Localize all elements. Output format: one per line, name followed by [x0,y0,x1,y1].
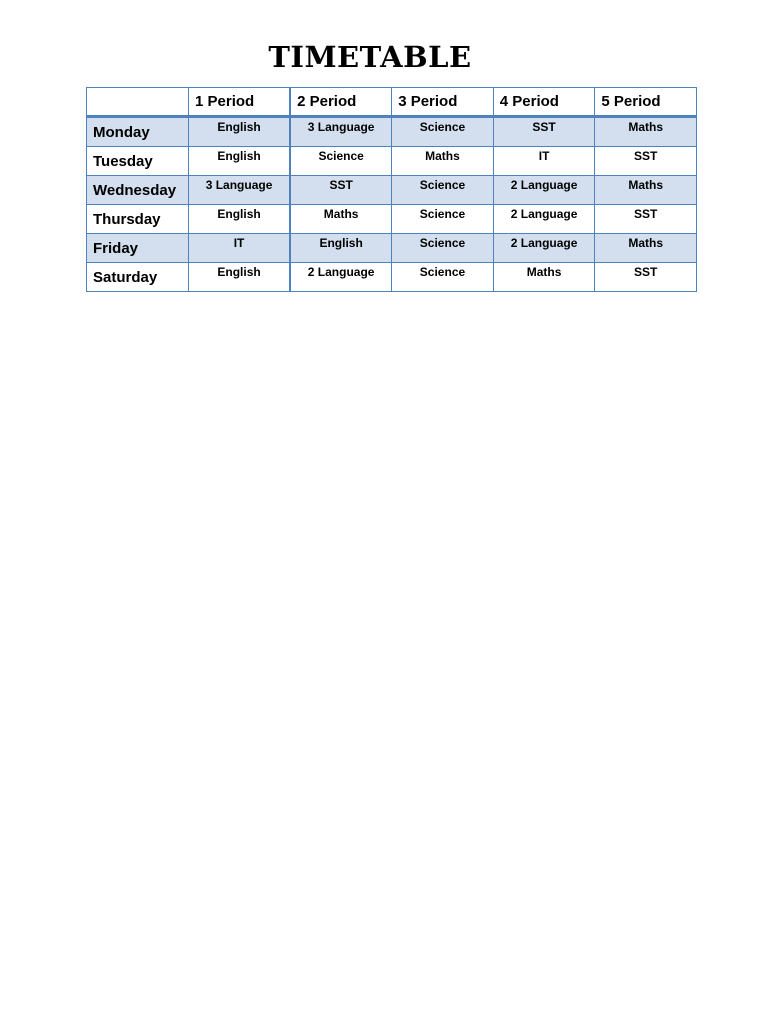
day-label: Tuesday [87,147,189,176]
subject-cell: Maths [595,176,697,205]
subject-cell: IT [189,234,291,263]
table-row [87,147,697,176]
subject-cell: English [189,147,291,176]
subject-cell: 3 Language [189,176,291,205]
subject-cell: SST [595,205,697,234]
header-row [87,88,697,117]
subject-cell: English [290,234,392,263]
period-header: 3 Period [392,88,494,117]
subject-cell: 3 Language [290,117,392,147]
subject-cell: Science [290,147,392,176]
period-header: 5 Period [595,88,697,117]
corner-cell [87,88,189,117]
day-label: Monday [87,117,189,147]
subject-cell: Maths [595,234,697,263]
subject-cell: 2 Language [290,263,392,292]
period-header: 1 Period [189,88,291,117]
page-title: TIMETABLE [268,40,472,74]
subject-cell: SST [493,117,595,147]
subject-cell: SST [290,176,392,205]
day-label: Saturday [87,263,189,292]
period-header: 2 Period [290,88,392,117]
subject-cell: Science [392,234,494,263]
subject-cell: IT [493,147,595,176]
subject-cell: SST [595,147,697,176]
subject-cell: English [189,205,291,234]
subject-cell: 2 Language [493,176,595,205]
day-label: Friday [87,234,189,263]
subject-cell: Science [392,117,494,147]
subject-cell: Maths [392,147,494,176]
subject-cell: Maths [595,117,697,147]
table-row [87,205,697,234]
table-row [87,117,697,147]
subject-cell: Science [392,205,494,234]
subject-cell: 2 Language [493,205,595,234]
subject-cell: Maths [290,205,392,234]
subject-cell: Maths [493,263,595,292]
subject-cell: Science [392,176,494,205]
subject-cell: SST [595,263,697,292]
subject-cell: English [189,117,291,147]
table-row [87,234,697,263]
day-label: Wednesday [87,176,189,205]
subject-cell: English [189,263,291,292]
subject-cell: Science [392,263,494,292]
period-header: 4 Period [493,88,595,117]
timetable [86,87,697,292]
subject-cell: 2 Language [493,234,595,263]
table-row [87,176,697,205]
day-label: Thursday [87,205,189,234]
table-row [87,263,697,292]
